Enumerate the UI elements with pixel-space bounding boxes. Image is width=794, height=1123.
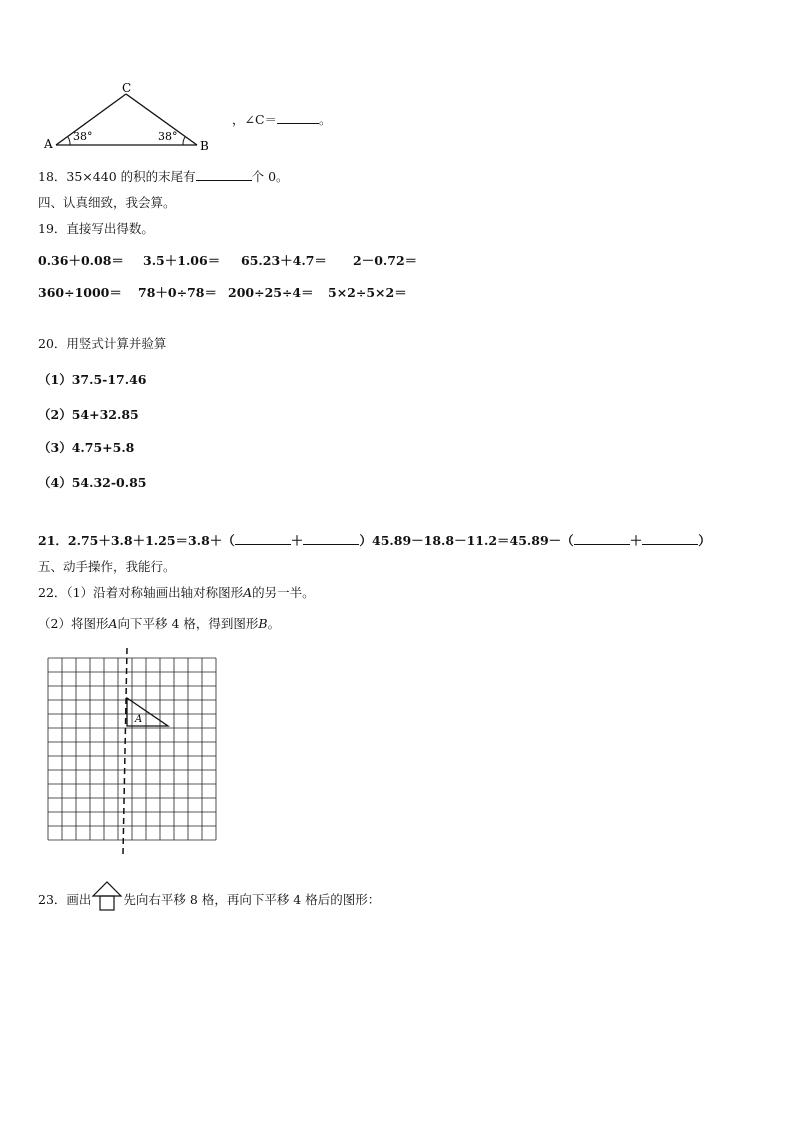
question-21 xyxy=(38,531,372,549)
question-18-text-after: 个 0。 xyxy=(251,169,289,184)
vertex-a-label: A xyxy=(44,137,53,151)
question-18-number: 18． xyxy=(38,169,67,184)
triangle-figure xyxy=(40,82,240,152)
shape-a-triangle xyxy=(127,698,168,726)
q21-close-2: ） xyxy=(698,533,711,548)
q21-blank-3[interactable] xyxy=(574,544,630,545)
question-20-title xyxy=(38,334,166,352)
q22-part2-shape-a: A xyxy=(108,616,118,631)
q19-r2-c1: 360÷1000＝ xyxy=(38,285,122,300)
question-19-title xyxy=(38,219,154,237)
q22-part1-before: （1）沿着对称轴画出轴对称图形 xyxy=(66,585,244,600)
q20-item-4: （4）54.32-0.85 xyxy=(38,475,147,490)
question-20-text: 用竖式计算并验算 xyxy=(66,336,167,351)
question-22-part-2 xyxy=(38,614,280,632)
question-18 xyxy=(38,167,289,185)
q19-r1-c2: 3.5＋1.06＝ xyxy=(143,253,221,268)
q21-expr1-prefix: 2.75＋3.8＋1.25＝3.8＋（ xyxy=(67,533,235,548)
question-18-text-before: 35×440 的积的末尾有 xyxy=(66,169,196,184)
q22-part2-mid: 向下平移 4 格，得到图形 xyxy=(117,616,259,631)
q23-text-after: 先向右平移 8 格，再向下平移 4 格后的图形： xyxy=(123,892,381,907)
angle-a-label: 38° xyxy=(73,130,93,143)
q20-item-2: （2）54+32.85 xyxy=(38,407,139,422)
q19-r1-c1: 0.36＋0.08＝ xyxy=(38,253,124,268)
vertex-b-label: B xyxy=(200,139,209,153)
question-18-blank[interactable] xyxy=(196,180,252,181)
question-22-number: 22． xyxy=(38,585,67,600)
q22-shape-b: B xyxy=(258,616,268,631)
q22-shape-a: A xyxy=(243,585,253,600)
q19-r1-c4: 2－0.72＝ xyxy=(353,253,418,268)
angle-b-label: 38° xyxy=(158,130,178,143)
q22-part2-end: 。 xyxy=(267,616,281,631)
symmetry-axis xyxy=(123,648,127,854)
q23-text-before: 画出 xyxy=(66,892,92,907)
question-22-part-1 xyxy=(38,583,315,601)
angle-c-question xyxy=(232,110,332,128)
q19-r2-c2: 78＋0÷78＝ xyxy=(138,285,217,300)
q21-expr2-prefix: 45.89－18.8－11.2＝45.89－（ xyxy=(372,533,574,548)
q21-close-1: ） xyxy=(359,533,372,548)
shape-a-label: A xyxy=(135,714,143,725)
q19-r1-c3: 65.23＋4.7＝ xyxy=(241,253,327,268)
q19-r2-c4: 5×2÷5×2＝ xyxy=(328,285,407,300)
question-19-number: 19． xyxy=(38,221,67,236)
angle-c-suffix: 。 xyxy=(319,112,332,127)
q20-item-3: （3）4.75+5.8 xyxy=(38,440,135,455)
q21-blank-1[interactable] xyxy=(235,544,291,545)
q22-grid-figure[interactable] xyxy=(42,648,222,858)
q22-part2-before: （2）将图形 xyxy=(38,616,109,631)
q21-blank-4[interactable] xyxy=(642,544,698,545)
question-19-text: 直接写出得数。 xyxy=(66,221,154,236)
grid-lines xyxy=(48,658,216,840)
q22-part1-after: 的另一半。 xyxy=(252,585,315,600)
question-23-number: 23． xyxy=(38,892,67,907)
question-21-number: 21． xyxy=(38,533,68,548)
q21-plus-2: ＋ xyxy=(629,533,643,548)
q21-blank-2[interactable] xyxy=(303,544,359,545)
section-5-title: 五、动手操作，我能行。 xyxy=(38,559,176,574)
q21-plus-1: ＋ xyxy=(290,533,304,548)
house-figure xyxy=(91,890,123,914)
q19-r2-c3: 200÷25÷4＝ xyxy=(228,285,314,300)
question-20-number: 20． xyxy=(38,336,67,351)
q20-item-1: （1）37.5-17.46 xyxy=(38,372,147,387)
vertex-c-label: C xyxy=(122,81,132,95)
question-23 xyxy=(38,890,380,914)
question-21-expr2 xyxy=(372,531,711,549)
section-4-title: 四、认真细致，我会算。 xyxy=(38,195,176,210)
angle-c-prefix: ，∠C＝ xyxy=(232,112,278,127)
angle-c-blank[interactable] xyxy=(277,123,319,124)
